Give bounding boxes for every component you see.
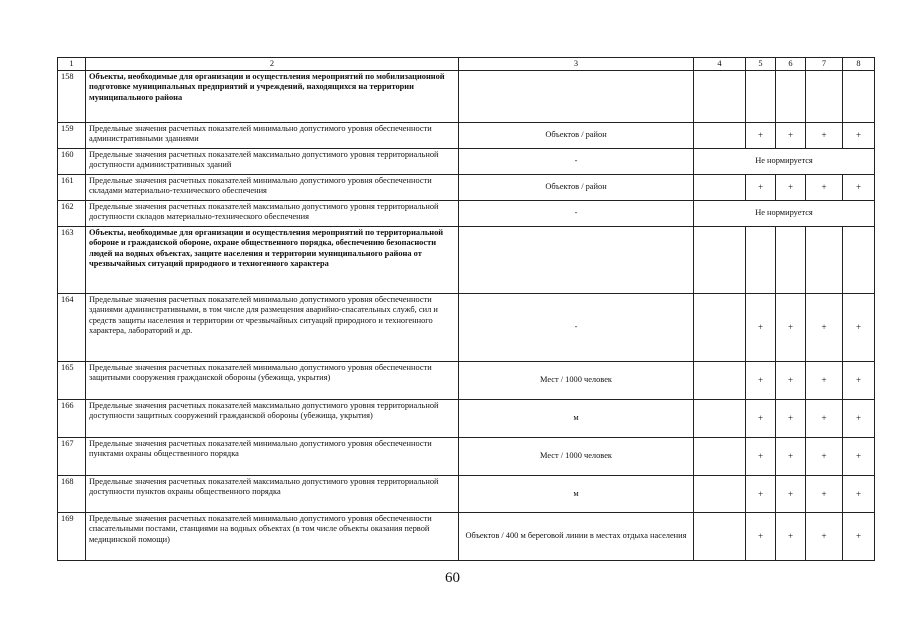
indicator-cell: Предельные значения расчетных показателей минимально допустимого уровня обеспеченности спасательными постами, станциями на водных объектах (в том числе объекты оказания первой медицинской помощи) [86, 513, 459, 561]
col5-cell: + [746, 400, 776, 438]
col6-cell: + [776, 294, 806, 362]
table-row [58, 400, 875, 438]
col6-cell: + [776, 400, 806, 438]
header-cell: 3 [459, 58, 694, 71]
indicator-cell: Объекты, необходимые для организации и осуществления мероприятий по территориальной обороне и гражданской обороне, охране общественного порядка, обеспечению безопасности людей на водных объектах, защите населения и территории муниципального района от чрезвычайных ситуаций природного и техногенного характера [86, 227, 459, 294]
unit-cell [459, 71, 694, 123]
not-regulated-cell: Не нормируется [694, 201, 875, 227]
table-row [58, 476, 875, 513]
indicator-cell: Предельные значения расчетных показателей максимально допустимого уровня территориальной доступности складов материально-технического обеспечения [86, 201, 459, 227]
col6-cell [776, 71, 806, 123]
header-cell: 2 [86, 58, 459, 71]
indicator-cell: Предельные значения расчетных показателей максимально допустимого уровня территориальной доступности пунктов охраны общественного порядка [86, 476, 459, 513]
row-number-cell: 166 [58, 400, 86, 438]
col8-cell [843, 71, 875, 123]
indicator-cell: Предельные значения расчетных показателей минимально допустимого уровня обеспеченности защитными сооружения гражданской обороны (убежища, укрытия) [86, 362, 459, 400]
row-number-cell: 161 [58, 175, 86, 201]
col8-cell [843, 227, 875, 294]
unit-cell: - [459, 294, 694, 362]
unit-cell: - [459, 201, 694, 227]
not-regulated-cell: Не нормируется [694, 149, 875, 175]
standards-table [57, 57, 875, 561]
table-row [58, 175, 875, 201]
col4-cell [694, 123, 746, 149]
indicator-cell: Предельные значения расчетных показателей максимально допустимого уровня территориальной доступности защитных сооружений гражданской обороны (убежища, укрытия) [86, 400, 459, 438]
indicator-cell: Предельные значения расчетных показателей минимально допустимого уровня обеспеченности административными зданиями [86, 123, 459, 149]
col8-cell: + [843, 175, 875, 201]
row-number-cell: 167 [58, 438, 86, 476]
row-number-cell: 160 [58, 149, 86, 175]
col7-cell: + [806, 438, 843, 476]
col6-cell: + [776, 513, 806, 561]
col7-cell [806, 71, 843, 123]
col8-cell: + [843, 123, 875, 149]
col7-cell: + [806, 123, 843, 149]
col5-cell: + [746, 175, 776, 201]
unit-cell: Мест / 1000 человек [459, 362, 694, 400]
row-number-cell: 168 [58, 476, 86, 513]
header-cell: 7 [806, 58, 843, 71]
col8-cell: + [843, 362, 875, 400]
unit-cell [459, 227, 694, 294]
col4-cell [694, 71, 746, 123]
header-cell: 1 [58, 58, 86, 71]
col4-cell [694, 362, 746, 400]
col7-cell: + [806, 294, 843, 362]
col6-cell: + [776, 476, 806, 513]
unit-cell: - [459, 149, 694, 175]
col7-cell: + [806, 175, 843, 201]
col6-cell: + [776, 175, 806, 201]
table-row [58, 71, 875, 123]
col4-cell [694, 175, 746, 201]
row-number-cell: 163 [58, 227, 86, 294]
table-row [58, 294, 875, 362]
col6-cell: + [776, 362, 806, 400]
row-number-cell: 169 [58, 513, 86, 561]
col4-cell [694, 476, 746, 513]
col5-cell [746, 227, 776, 294]
col8-cell: + [843, 400, 875, 438]
indicator-cell: Предельные значения расчетных показателей минимально допустимого уровня обеспеченности зданиями административными, в том числе для размещения аварийно-спасательных служб, сил и средств защиты населения и территории от чрезвычайных ситуаций природного и техногенного характера, лабораторий и др. [86, 294, 459, 362]
col4-cell [694, 294, 746, 362]
unit-cell: Объектов / район [459, 175, 694, 201]
col8-cell: + [843, 513, 875, 561]
table-row [58, 362, 875, 400]
header-cell: 8 [843, 58, 875, 71]
header-row [58, 58, 875, 71]
table-row [58, 149, 875, 175]
col7-cell: + [806, 513, 843, 561]
col8-cell: + [843, 294, 875, 362]
col5-cell: + [746, 123, 776, 149]
unit-cell: Объектов / 400 м береговой линии в местах отдыха населения [459, 513, 694, 561]
unit-cell: Мест / 1000 человек [459, 438, 694, 476]
indicator-cell: Предельные значения расчетных показателей максимально допустимого уровня территориальной доступности административных зданий [86, 149, 459, 175]
col4-cell [694, 438, 746, 476]
indicator-cell: Предельные значения расчетных показателей минимально допустимого уровня обеспеченности пунктами охраны общественного порядка [86, 438, 459, 476]
row-number-cell: 159 [58, 123, 86, 149]
col5-cell: + [746, 362, 776, 400]
col5-cell: + [746, 294, 776, 362]
col7-cell: + [806, 476, 843, 513]
table-row [58, 438, 875, 476]
row-number-cell: 165 [58, 362, 86, 400]
col7-cell: + [806, 362, 843, 400]
col6-cell [776, 227, 806, 294]
row-number-cell: 158 [58, 71, 86, 123]
col4-cell [694, 513, 746, 561]
row-number-cell: 164 [58, 294, 86, 362]
col8-cell: + [843, 438, 875, 476]
page-number: 60 [445, 570, 460, 586]
col4-cell [694, 227, 746, 294]
col6-cell: + [776, 438, 806, 476]
col7-cell [806, 227, 843, 294]
header-cell: 6 [776, 58, 806, 71]
header-cell: 4 [694, 58, 746, 71]
col8-cell: + [843, 476, 875, 513]
col5-cell [746, 71, 776, 123]
row-number-cell: 162 [58, 201, 86, 227]
table-row [58, 201, 875, 227]
col5-cell: + [746, 438, 776, 476]
table-row [58, 227, 875, 294]
col6-cell: + [776, 123, 806, 149]
unit-cell: м [459, 400, 694, 438]
table-row [58, 513, 875, 561]
col5-cell: + [746, 476, 776, 513]
unit-cell: м [459, 476, 694, 513]
table-row [58, 123, 875, 149]
indicator-cell: Предельные значения расчетных показателей минимально допустимого уровня обеспеченности складами материально-технического обеспечения [86, 175, 459, 201]
col7-cell: + [806, 400, 843, 438]
col5-cell: + [746, 513, 776, 561]
col4-cell [694, 400, 746, 438]
header-cell: 5 [746, 58, 776, 71]
indicator-cell: Объекты, необходимые для организации и осуществления мероприятий по мобилизационной подготовке муниципальных предприятий и учреждений, находящихся на территории муниципального района [86, 71, 459, 123]
unit-cell: Объектов / район [459, 123, 694, 149]
